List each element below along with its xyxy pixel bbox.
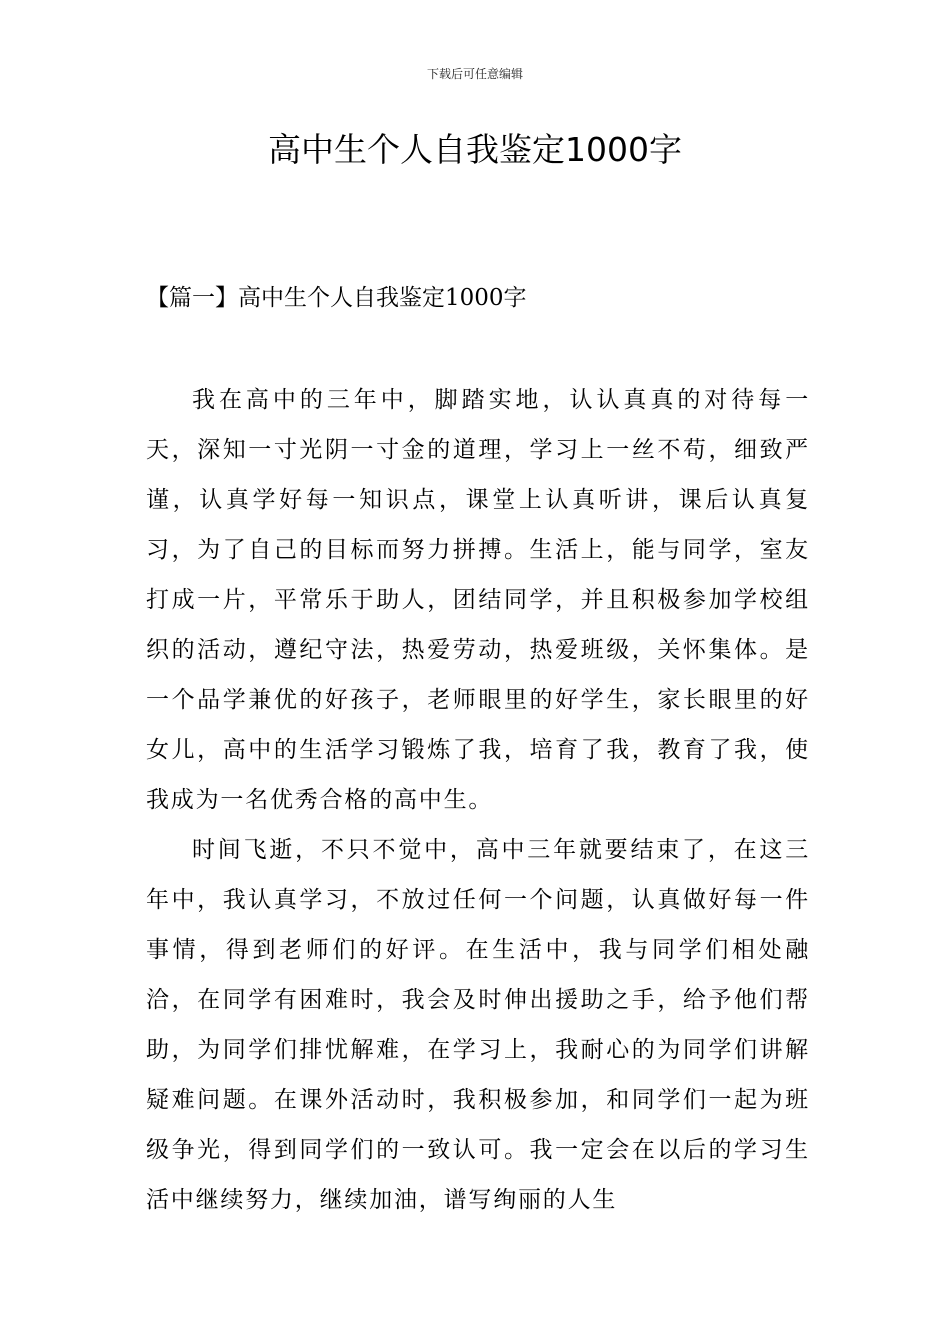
- header-note: 下载后可任意编辑: [426, 67, 523, 81]
- paragraph-1: 我在高中的三年中，脚踏实地，认认真真的对待每一天，深知一寸光阴一寸金的道理，学习上一丝不苟，细致严谨，认真学好每一知识点，课堂上认真听讲，课后认真复习，为了自己的目标而努力拼搏。生活上，能与同学，室友打成一片，平常乐于助人，团结同学，并且积极参加学校组织的活动，遵纪守法，热爱劳动，热爱班级，关怀集体。是一个品学兼优的好孩子，老师眼里的好学生，家长眼里的好女儿，高中的生活学习锻炼了我，培育了我，教育了我，使我成为一名优秀合格的高中生。: [146, 387, 810, 813]
- section-heading: 【篇一】高中生个人自我鉴定1000字: [146, 285, 527, 311]
- body-text: [146, 375, 810, 1225]
- document-title: 高中生个人自我鉴定1000字: [268, 130, 682, 169]
- paragraph-2: 时间飞逝，不只不觉中，高中三年就要结束了，在这三年中，我认真学习，不放过任何一个问题，认真做好每一件事情，得到老师们的好评。在生活中，我与同学们相处融洽，在同学有困难时，我会及时伸出援助之手，给予他们帮助，为同学们排忧解难，在学习上，我耐心的为同学们讲解疑难问题。在课外活动时，我积极参加，和同学们一起为班级争光，得到同学们的一致认可。我一定会在以后的学习生活中继续努力，继续加油，谱写绚丽的人生: [146, 837, 810, 1213]
